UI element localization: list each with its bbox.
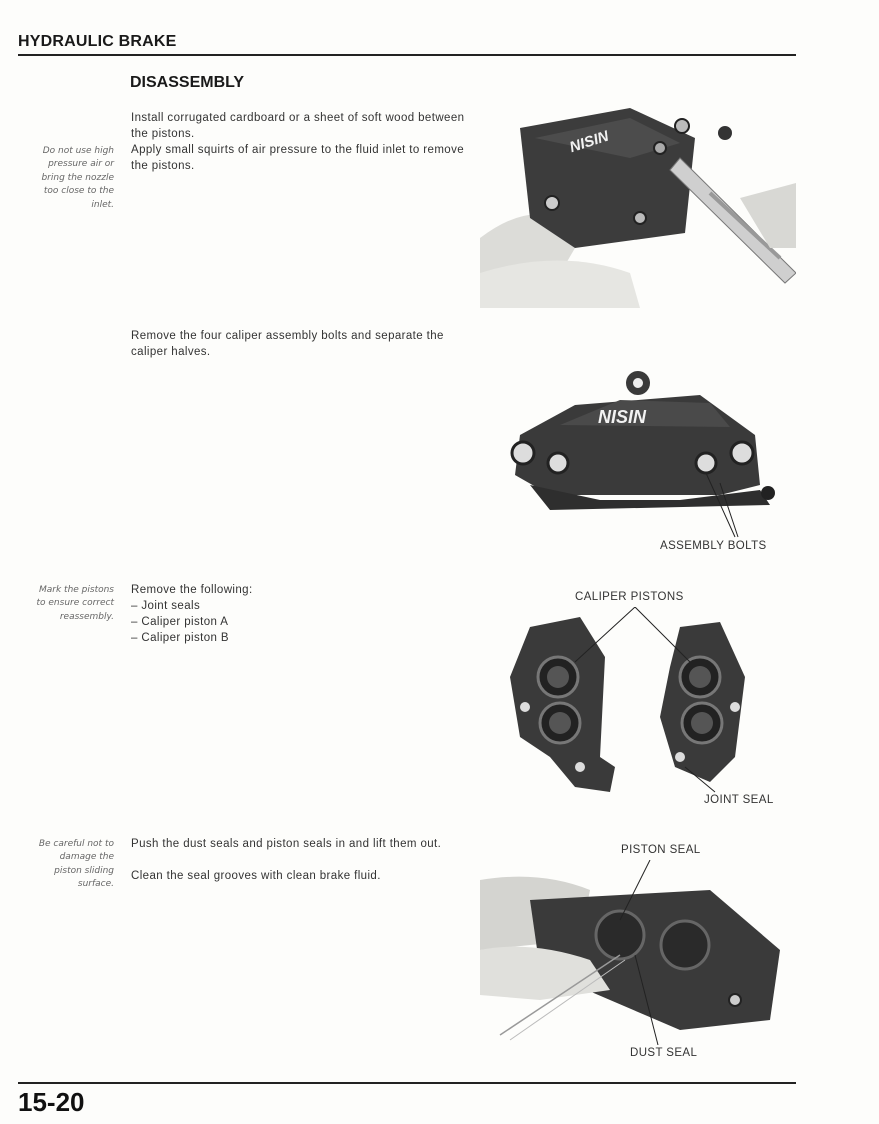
- caliper-logo: NISIN: [567, 127, 611, 157]
- instruction: Install corrugated cardboard or a sheet of soft wood between the pistons.: [131, 112, 465, 140]
- note-line: Do not use high: [42, 146, 114, 156]
- page-number: 15-20: [18, 1087, 85, 1117]
- list-item: – Caliper piston B: [131, 632, 229, 644]
- note-line: bring the nozzle: [41, 172, 114, 183]
- page-title: DISASSEMBLY: [130, 74, 245, 91]
- margin-note-2: [18, 584, 114, 624]
- footer-rule: [18, 1082, 796, 1084]
- note-line: reassembly.: [59, 611, 114, 622]
- instruction: Push the dust seals and piston seals in and lift them out.: [131, 838, 442, 850]
- caliper-logo: NISIN: [598, 407, 647, 427]
- step-1-text: [131, 110, 471, 174]
- note-line: to ensure correct: [36, 598, 114, 609]
- step-4-text: [131, 836, 471, 884]
- instruction: Apply small squirts of air pressure to the fluid inlet to remove the pistons.: [131, 144, 465, 172]
- instruction: Remove the following:: [131, 584, 253, 596]
- step-3-text: [131, 582, 471, 646]
- section-header: HYDRAULIC BRAKE: [18, 33, 177, 50]
- note-line: too close to the: [43, 186, 114, 197]
- note-line: pressure air or: [48, 159, 114, 170]
- photo-caliper-halves: [480, 607, 796, 797]
- margin-note-1: [18, 145, 114, 212]
- photo-seal-removal: [480, 860, 796, 1045]
- label-assembly-bolts: ASSEMBLY BOLTS: [660, 540, 767, 552]
- label-dust-seal: DUST SEAL: [630, 1047, 698, 1059]
- note-line: Be careful not to: [38, 839, 114, 849]
- list-item: – Joint seals: [131, 600, 201, 612]
- instruction: Remove the four caliper assembly bolts and separate the caliper halves.: [131, 330, 444, 358]
- margin-note-3: [18, 838, 114, 892]
- photo-air-pressure: [480, 98, 796, 308]
- step-2-text: [131, 328, 471, 360]
- header-rule: [18, 54, 796, 56]
- note-line: Mark the pistons: [38, 585, 114, 595]
- photo-caliper-assembly: [480, 365, 796, 540]
- note-line: surface.: [77, 879, 114, 890]
- list-item: – Caliper piston A: [131, 616, 229, 628]
- note-line: inlet.: [91, 199, 114, 210]
- note-line: damage the: [59, 852, 114, 863]
- instruction: Clean the seal grooves with clean brake fluid.: [131, 870, 381, 882]
- label-piston-seal: PISTON SEAL: [621, 844, 701, 856]
- label-joint-seal: JOINT SEAL: [704, 794, 774, 806]
- label-caliper-pistons: CALIPER PISTONS: [575, 591, 684, 603]
- note-line: piston sliding: [54, 865, 114, 876]
